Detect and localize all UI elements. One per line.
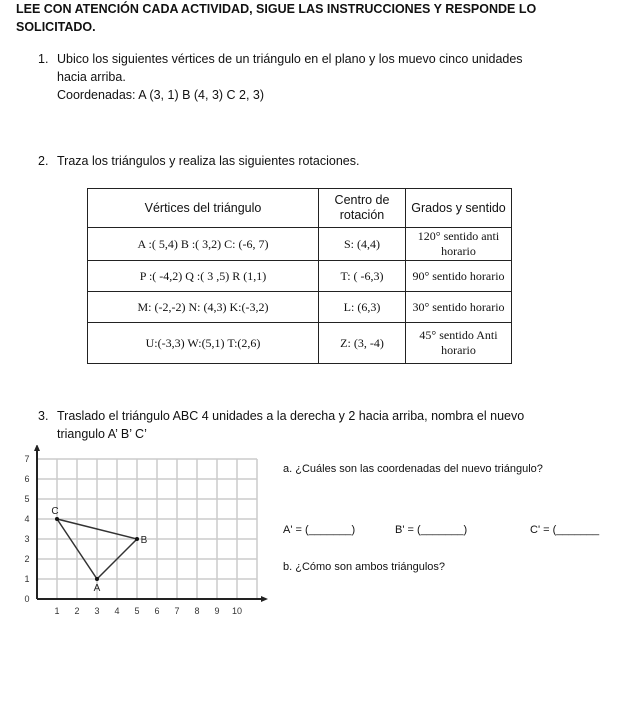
table-row [88, 292, 512, 323]
x-tick-label: 8 [194, 606, 200, 616]
center-cell: Z: (3, -4) [319, 323, 406, 364]
table-row [88, 323, 512, 364]
y-tick-label: 0 [24, 594, 30, 604]
degrees-cell: 120° sentido anti horario [406, 228, 512, 261]
table-header-row [88, 189, 512, 228]
item2-text: Traza los triángulos y realiza las siguientes rotaciones. [57, 154, 360, 168]
y-tick-label: 7 [24, 454, 30, 464]
degrees-cell: 45° sentido Anti horario [406, 323, 512, 364]
vertex-label-c: C [51, 506, 59, 517]
vertex-point-a [95, 577, 99, 581]
x-tick-label: 5 [134, 606, 140, 616]
y-tick-label: 3 [24, 534, 30, 544]
x-tick-label: 6 [154, 606, 160, 616]
coordinate-grid [0, 445, 270, 620]
item2-number: 2. [38, 154, 49, 168]
table-row [88, 261, 512, 292]
x-tick-label: 1 [54, 606, 60, 616]
degrees-cell: 90° sentido horario [406, 261, 512, 292]
c-prime-answer[interactable]: C' = (_______ [530, 524, 600, 536]
question-b: b. ¿Cómo son ambos triángulos? [283, 561, 446, 573]
x-tick-label: 9 [214, 606, 220, 616]
x-tick-label: 7 [174, 606, 180, 616]
x-tick-label: 10 [231, 606, 243, 616]
x-tick-label: 3 [94, 606, 100, 616]
b-prime-answer[interactable]: B' = (_______) [395, 524, 468, 536]
vertex-point-b [135, 537, 139, 541]
vertices-cell: P :( -4,2) Q :( 3 ,5) R (1,1) [88, 261, 319, 292]
y-tick-label: 1 [24, 574, 30, 584]
vertex-label-a: A [93, 583, 101, 594]
item1-coordinates: Coordenadas: A (3, 1) B (4, 3) C 2, 3) [57, 88, 265, 102]
item3-text: Traslado el triángulo ABC 4 unidades a la derecha y 2 hacia arriba, nombra el nuevo [57, 409, 525, 423]
y-tick-label: 2 [24, 554, 30, 564]
y-tick-label: 6 [24, 474, 30, 484]
degrees-cell: 30° sentido horario [406, 292, 512, 323]
header-vertices: Vértices del triángulo [88, 189, 319, 228]
instructions-heading: LEE CON ATENCIÓN CADA ACTIVIDAD, SIGUE LAS INSTRUCCIONES Y RESPONDE LO [16, 2, 537, 16]
vertex-label-b: B [140, 535, 148, 546]
center-cell: S: (4,4) [319, 228, 406, 261]
question-a: a. ¿Cuáles son las coordenadas del nuevo triángulo? [283, 463, 543, 475]
x-axis-arrow [261, 596, 268, 602]
center-cell: L: (6,3) [319, 292, 406, 323]
table-row [88, 228, 512, 261]
a-prime-answer[interactable]: A' = (_______) [283, 524, 356, 536]
header-center: Centro de rotación [319, 189, 406, 228]
vertices-cell: A :( 5,4) B :( 3,2) C: (-6, 7) [88, 228, 319, 261]
instructions-heading-cont: SOLICITADO. [16, 20, 96, 34]
y-axis-arrow [34, 445, 40, 451]
item3-text-cont: triangulo A’ B’ C’ [57, 427, 147, 441]
x-tick-label: 4 [114, 606, 120, 616]
rotations-table [87, 188, 512, 364]
item1-text-cont: hacia arriba. [57, 70, 126, 84]
vertex-point-c [55, 517, 59, 521]
y-tick-label: 4 [24, 514, 30, 524]
x-tick-label: 2 [74, 606, 80, 616]
grid-lines [37, 459, 257, 599]
vertices-cell: M: (-2,-2) N: (4,3) K:(-3,2) [88, 292, 319, 323]
header-degrees: Grados y sentido [406, 189, 512, 228]
item1-text: Ubico los siguientes vértices de un triángulo en el plano y los muevo cinco unidades [57, 52, 523, 66]
y-tick-label: 5 [24, 494, 30, 504]
center-cell: T: ( -6,3) [319, 261, 406, 292]
item3-number: 3. [38, 409, 49, 423]
item1-number: 1. [38, 52, 49, 66]
vertices-cell: U:(-3,3) W:(5,1) T:(2,6) [88, 323, 319, 364]
